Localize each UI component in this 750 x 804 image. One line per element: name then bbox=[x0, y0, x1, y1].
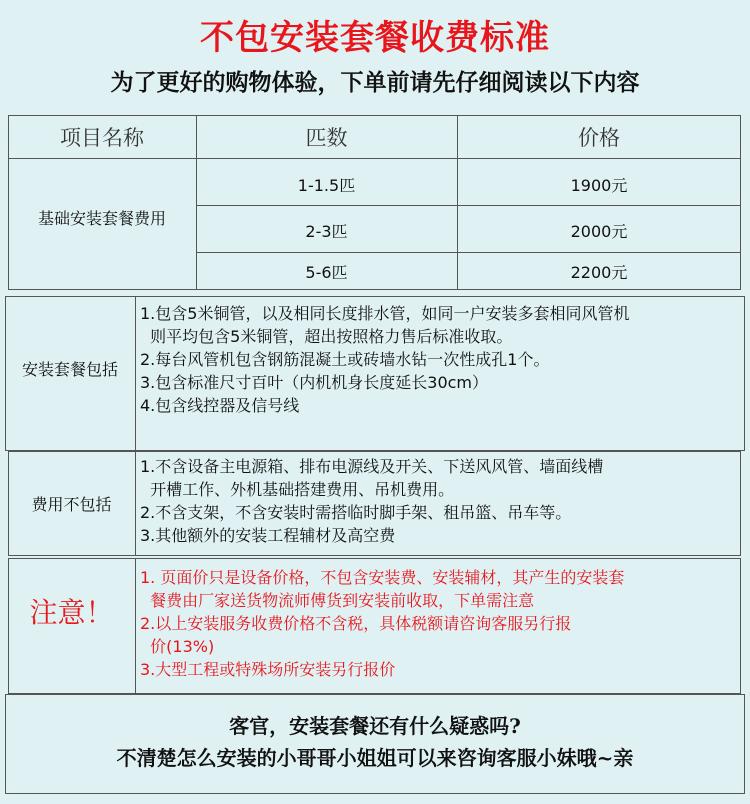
header-price: 价格 bbox=[578, 125, 620, 150]
list-item: 1. 页面价只是设备价格，不包含安装费、安装辅材，其产生的安装套 bbox=[140, 568, 625, 587]
notice-list bbox=[140, 566, 624, 681]
page-title: 不包安装套餐收费标准 bbox=[200, 18, 550, 58]
list-item: 价(13%) bbox=[140, 637, 215, 656]
item-label: 基础安装套餐费用 bbox=[37, 208, 166, 228]
header-item-name: 项目名称 bbox=[60, 125, 144, 150]
page-subtitle: 为了更好的购物体验，下单前请先仔细阅读以下内容 bbox=[110, 70, 640, 96]
list-item: 餐费由厂家送货物流师傅货到安装前收取，下单需注意 bbox=[140, 591, 535, 610]
excludes-list bbox=[140, 455, 603, 547]
list-item: 开槽工作、外机基础搭建费用、吊机费用。 bbox=[140, 480, 455, 499]
table-row-price: 2000元 bbox=[570, 222, 628, 241]
header-hp: 匹数 bbox=[305, 125, 348, 150]
table-row-hp: 5-6匹 bbox=[305, 262, 348, 282]
excludes-label: 费用不包括 bbox=[31, 495, 112, 514]
table-row-hp: 2-3匹 bbox=[305, 222, 348, 241]
list-item: 3.其他额外的安装工程辅材及高空费 bbox=[140, 526, 396, 545]
list-item: 2.不含支架，不含安装时需搭临时脚手架、租吊篮、吊车等。 bbox=[140, 503, 572, 522]
table-row-price: 2200元 bbox=[570, 262, 628, 282]
includes-label: 安装套餐包括 bbox=[21, 360, 118, 379]
list-item: 4.包含线控器及信号线 bbox=[140, 396, 300, 415]
list-item: 1.包含5米铜管，以及相同长度排水管，如同一户安装多套相同风管机 bbox=[140, 304, 630, 323]
table-row-price: 1900元 bbox=[570, 175, 628, 195]
table-row-hp: 1-1.5匹 bbox=[297, 175, 356, 195]
list-item: 则平均包含5米铜管，超出按照格力售后标准收取。 bbox=[140, 327, 513, 346]
footer-line-1: 客官，安装套餐还有什么疑惑吗? bbox=[229, 714, 521, 738]
list-item: 1.不含设备主电源箱、排布电源线及开关、下送风风管、墙面线槽 bbox=[140, 457, 604, 476]
list-item: 2.以上安装服务收费价格不含税，具体税额请咨询客服另行报 bbox=[140, 614, 572, 633]
list-item: 2.每台风管机包含钢筋混凝土或砖墙水钻一次性成孔1个。 bbox=[140, 350, 550, 369]
list-item: 3.大型工程或特殊场所安装另行报价 bbox=[140, 660, 396, 679]
includes-list bbox=[140, 302, 629, 417]
footer-line-2: 不清楚怎么安装的小哥哥小姐姐可以来咨询客服小妹哦~亲 bbox=[116, 746, 634, 770]
notice-label: 注意！ bbox=[29, 596, 114, 629]
list-item: 3.包含标准尺寸百叶（内机机身长度延长30cm） bbox=[140, 373, 489, 392]
